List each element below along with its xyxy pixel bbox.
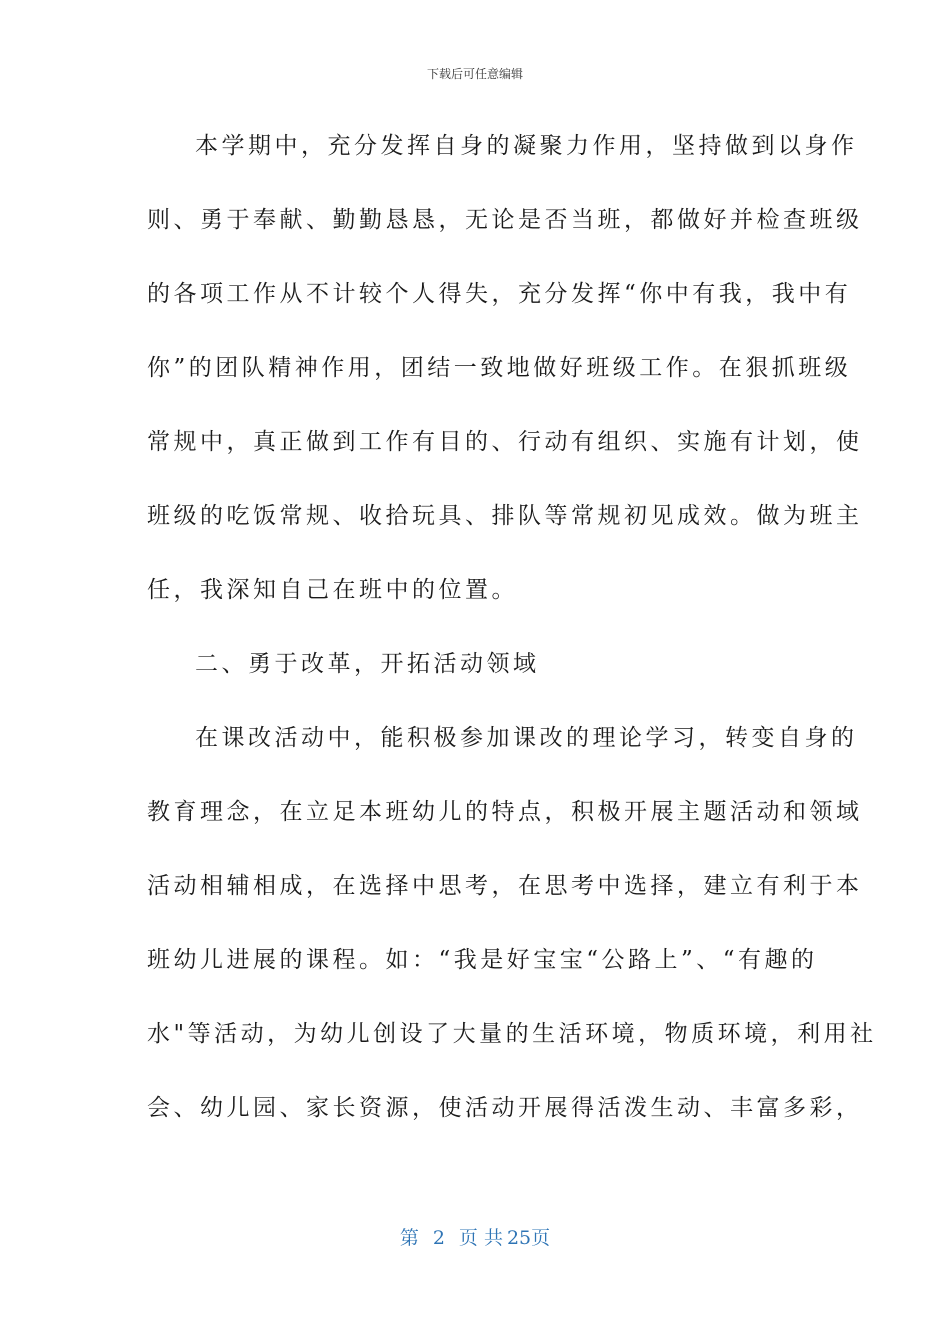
paragraph-line: 任，我深知自己在班中的位置。 — [147, 577, 518, 603]
paragraph-line: 的各项工作从不计较个人得失，充分发挥“你中有我，我中有 — [147, 281, 852, 307]
paragraph-line: 本学期中，充分发挥自身的凝聚力作用，坚持做到以身作 — [195, 133, 858, 159]
footer-middle: 页 共 — [458, 1227, 503, 1249]
paragraph-line: 你”的团队精神作用，团结一致地做好班级工作。在狠抓班级 — [147, 355, 852, 381]
paragraph-line: 班级的吃饭常规、收拾玩具、排队等常规初见成效。做为班主 — [147, 503, 863, 529]
footer-prefix: 第 — [399, 1227, 419, 1249]
page-footer — [0, 1226, 950, 1250]
paragraph-line: 班幼儿进展的课程。如：“我是好宝宝“公路上”、“有趣的 — [147, 947, 818, 973]
paragraph-line: 常规中，真正做到工作有目的、行动有组织、实施有计划，使 — [147, 429, 863, 455]
header-note: 下载后可任意编辑 — [426, 67, 523, 81]
footer-page-current: 2 — [432, 1227, 445, 1249]
paragraph-line: 活动相辅相成，在选择中思考，在思考中选择，建立有利于本 — [147, 873, 863, 899]
paragraph-line: 教育理念，在立足本班幼儿的特点，积极开展主题活动和领域 — [147, 799, 863, 825]
paragraph-line: 则、勇于奉献、勤勤恳恳，无论是否当班，都做好并检查班级 — [147, 207, 863, 233]
footer-page-total: 25 — [506, 1227, 532, 1249]
paragraph-line: 在课改活动中，能积极参加课改的理论学习，转变自身的 — [195, 725, 858, 751]
footer-suffix: 页 — [531, 1227, 551, 1249]
section-heading: 二、勇于改革，开拓活动领域 — [195, 651, 540, 677]
paragraph-line: 水"等活动，为幼儿创设了大量的生活环境，物质环境，利用社 — [147, 1021, 877, 1047]
paragraph-line: 会、幼儿园、家长资源，使活动开展得活泼生动、丰富多彩， — [147, 1095, 863, 1121]
